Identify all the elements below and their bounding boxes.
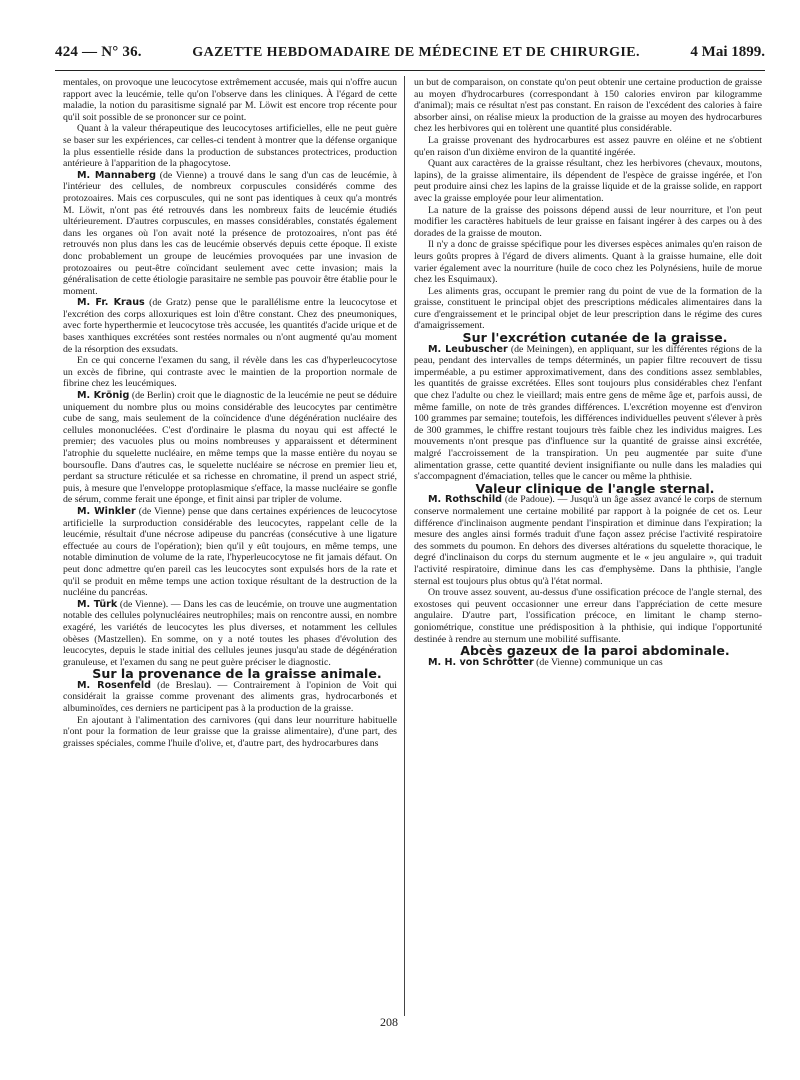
paragraph-text: (de Padoue). — Jusqu'à un âge assez avancé le corps de sternum conserve normalement une certaine mobilité par rapport à la poignée de cet os. Leur différence d'inclinaison augmente pendant l'inspiration et diminue dans l'expiration; la mesure des angles ainsi formés traduit d'une façon assez précise l'activité respiratoire des sommets du poumon. En dehors des diverses altérations du squelette thoracique, le degré d'inclinaison du corps du sternum augmente et le « jeu angulaire », qui traduit l'activité respiratoire, diminue dans les cas d'emphysème. Dans la phthisie, l'angle sternal est toujours plus obtus qu'à l'état normal. [414, 494, 762, 587]
issue-date: 4 Mai 1899. [690, 44, 765, 60]
paragraph: On trouve assez souvent, au-dessus d'une ossification précoce de l'angle sternal, des exostoses qui peuvent occasionner une erreur dans l'appréciation de cette mesure angulaire. D'autre part, l'ossification précoce, en limitant le champ sterno-goniométrique, constitue une prédisposition à la phthisie, qui indique l'opportunité destinée à rendre au sternum une mobilité suffisante. [414, 587, 762, 645]
paragraph-text: (de Breslau). — Contrairement à l'opinion de Voit qui considérait la graisse comme provenant des aliments gras, hydrocarbonés et albuminoïdes, ces derniers ne participent pas à la production de la graisse. [63, 679, 397, 715]
paragraph-text: (de Gratz) pense que le parallélisme entre la leucocytose et l'excrétion des corps alloxuriques est loin d'être constant. Chez des pneumoniques, avec forte hyperthermie et leucocytose très accusée, les quantités d'acide urique et de bases xanthiques excrétées sont restées normales ou n'ont augmenté qu'au moment de la résorption des exsudats. [63, 297, 397, 355]
paragraph: Quant aux caractères de la graisse résultant, chez les herbivores (chevaux, moutons, lapins), de la graisse alimentaire, ils dépendent de l'espèce de graisse ingérée, et l'on peut produire ainsi chez les lapins de la graisse liquide et de la graisse solide, en rapport avec la graisse employée pour leur alimentation. [414, 158, 762, 204]
author-name: M. Mannaberg [77, 169, 156, 181]
paragraph [414, 344, 762, 483]
author-name: M. Türk [77, 598, 118, 610]
paragraph-text: (de Vienne) pense que dans certaines expériences de leucocytose artificielle la surproduction considérable des leucocytes, rappelant celle de la leucémie, résultait d'une nécrose adipeuse du pancréas (consécutive à une ligature effectuée au cours de l'opération); bien qu'il y eût toujours, en même temps, une notable diminution de volume de la rate, l'hyperleucocytose ne fit jamais défaut. On peut donc admettre qu'en pareil cas les leucocytes sont expulsés hors de la rate et qu'il se produit en même temps une action toxique résultant de la destruction de la nucléine du pancréas. [63, 505, 397, 599]
section-heading: Sur l'excrétion cutanée de la graisse. [462, 330, 728, 346]
running-header [55, 44, 765, 66]
paragraph [414, 494, 762, 587]
paragraph [63, 680, 397, 715]
paragraph: Il n'y a donc de graisse spécifique pour les diverses espèces animales qu'en raison de leurs goûts propres à l'égard de divers aliments. Quant à la graisse humaine, elle doit varier également avec la nourriture (huile de coco chez les Polynésiens, huile de morue chez les Esquimaux). [414, 239, 762, 286]
author-name: M. H. von Schrötter [428, 656, 534, 668]
paragraph: La graisse provenant des hydrocarbures est assez pauvre en oléine et ne s'obtient qu'en raison d'un dixième environ de la quantité ingérée. [414, 134, 762, 158]
paragraph [63, 599, 397, 669]
author-name: M. Rosenfeld [77, 679, 152, 691]
column-divider [404, 76, 405, 1016]
left-column [63, 77, 397, 1017]
paragraph-text: (de Vienne) communique un cas [533, 656, 663, 668]
paragraph [63, 506, 397, 599]
paragraph-text: (de Vienne). — Dans les cas de leucémie, on trouve une augmentation notable des cellules polynucléaires neutrophiles; mais on rencontre aussi, en nombre exagéré, les variétés de leucocytes les plus diverses, et notamment les cellules obèses (Mastzellen). En somme, on y a noté toutes les phases d'évolution des leucocytes, depuis le stade initial des cellules jeunes jusqu'au stade de dégénération granuleuse, et l'examen du sang ne peut guère préciser le diagnostic. [63, 598, 397, 668]
paragraph: En ajoutant à l'alimentation des carnivores (qui dans leur nourriture habituelle n'ont pour la formation de leur graisse que la graisse alimentaire), d'une part, des graisses spéciales, comme l'huile d'olive, et, d'autre part, des hydrocarbures dans [63, 714, 397, 749]
page-number: 208 [380, 1015, 398, 1029]
paragraph [63, 297, 397, 355]
page-issue-number: 424 — N° 36. [55, 44, 142, 60]
paragraph: En ce qui concerne l'examen du sang, il révèle dans les cas d'hyperleucocytose un excès de fibrine, qui contraste avec le maintien de la proportion normale de fibrine chez les leucémiques. [63, 355, 397, 390]
paragraph: Les aliments gras, occupant le premier rang du point de vue de la formation de la graisse, constituent le principal objet des prescriptions médicales alimentaires dans la cure d'engraissement et le principal objet de leur prescription dans le régime des cures d'amaigrissement. [414, 285, 762, 332]
paragraph: Quant à la valeur thérapeutique des leucocytoses artificielles, elle ne peut guère se baser sur les expériences, car celles-ci tendent à montrer que la défense organique la plus essentielle réside dans la production de substances protectrices, production antérieure à l'apparition de la phagocytose. [63, 123, 397, 170]
right-column [414, 77, 762, 1017]
paragraph-text: (de Vienne) a trouvé dans le sang d'un cas de leucémie, à l'intérieur des cellules, de nombreux corpuscules considérés comme des protozoaires. Mais ces corpuscules, qui ne sont pas identiques à ceux qu'a montrés M. Löwit, n'ont pas été retrouvés dans les nombreux faits de leucémie étudiés ultérieurement. D'autres corpuscules, en masses considérables, constatés également dans les organes où l'on avait noté la présence de protozoaires, n'ont pas été retrouvés non plus dans les cas de leucémie observés depuis cette époque. Il existe donc probablement un groupe de leucémies provoquées par une invasion de protozoaires ou peut-être coïncidant seulement avec cette invasion; mais la généralisation de cette étiologie parasitaire ne semble pas pouvoir être établie pour le moment. [63, 169, 397, 297]
journal-title: GAZETTE HEBDOMADAIRE DE MÉDECINE ET DE CHIRURGIE. [192, 45, 640, 60]
author-name: M. Leubuscher [428, 343, 508, 355]
paragraph-text: (de Meiningen), en appliquant, sur les différentes régions de la peau, pendant des intervalles de temps déterminés, un papier filtre recouvert de tissu imperméable, a pu estimer approximativement, dans des conditions assez semblables, les quantités de graisse excrétées. Elles sont toujours plus considérables chez l'enfant que chez l'adulte ou chez le vieillard; mais entre gens de même âge et, parfois aussi, de même famille, on note de très grandes différences. L'excrétion moyenne est d'environ 100 grammes par semaine; toutefois, les différences individuelles peuvent s'élever à près de 300 grammes, le chiffre restant toujours très faible chez les individus maigres. Les mouvements n'ont presque pas d'influence sur la quantité de graisse ainsi excrétée, malgré l'accroissement de la transpiration. Un peu augmentée par suite d'une alimentation grasse, cette quantité devient insignifiante ou nulle dans les maladies qui s'accompagnent d'émaciation, telles que le cancer ou même la phthisie. [414, 343, 762, 483]
paragraph [63, 390, 397, 506]
section-heading: Sur la provenance de la graisse animale. [92, 666, 382, 682]
header-rule [55, 70, 765, 71]
paragraph: La nature de la graisse des poissons dépend aussi de leur nourriture, et l'on peut modifier les caractères habituels de leur graisse en faisant ingérer à des carpes ou à des dorades de la graisse de mouton. [414, 204, 762, 239]
author-name: M. Krönig [77, 390, 130, 402]
author-name: M. Rothschild [428, 494, 503, 506]
author-name: M. Fr. Kraus [77, 297, 145, 309]
paragraph [414, 657, 762, 669]
section-heading: Valeur clinique de l'angle sternal. [475, 480, 715, 496]
paragraph-text: (de Berlin) croit que le diagnostic de la leucémie ne peut se déduire uniquement du nombre plus ou moins considérable des leucocytes par centimètre cube de sang, mais seulement de la coïncidence d'une dégénération nucléaire des cellules mononucléées. C'est d'ordinaire le plasma du noyau qui est affecté le premier; des vacuoles plus ou moins nombreuses y apparaissent et déterminent l'atrophie du squelette nucléaire, en même temps que la masse entière du noyau se boursoufle. Dans d'autres cas, le squelette nucléaire se nécrose en premier lieu et, perdant sa structure réticulée et sa richesse en chromatine, il prend un aspect strié, puis, à mesure que l'enveloppe protoplasmique s'efface, la masse nucléaire se gonfle de sérum, comme ferait une éponge, et finit ainsi par tripler de volume. [63, 390, 397, 506]
paragraph: mentales, on provoque une leucocytose extrêmement accusée, mais qui n'offre aucun rapport avec la leucémie, telle qu'on l'observe dans les cliniques. À l'égard de cette maladie, la notion du parasitisme signalé par M. Löwit est encore trop récente pour qu'il soit possible de se prononcer sur ce point. [63, 77, 397, 123]
author-name: M. Winkler [77, 505, 136, 517]
paragraph: un but de comparaison, on constate qu'on peut obtenir une certaine production de graisse au moyen d'hydrocarbures (correspondant à 150 calories environ par kilogramme d'animal); mais ce résultat n'est pas constant. En raison de l'excédent des calories à faire absorber ainsi, on réalise mieux la production de la graisse au moyen des hydrocarbures chez les herbivores qui en tolèrent une quantité plus considérable. [414, 77, 762, 135]
paragraph [63, 170, 397, 298]
section-heading: Abcès gazeux de la paroi abdominale. [460, 643, 730, 659]
